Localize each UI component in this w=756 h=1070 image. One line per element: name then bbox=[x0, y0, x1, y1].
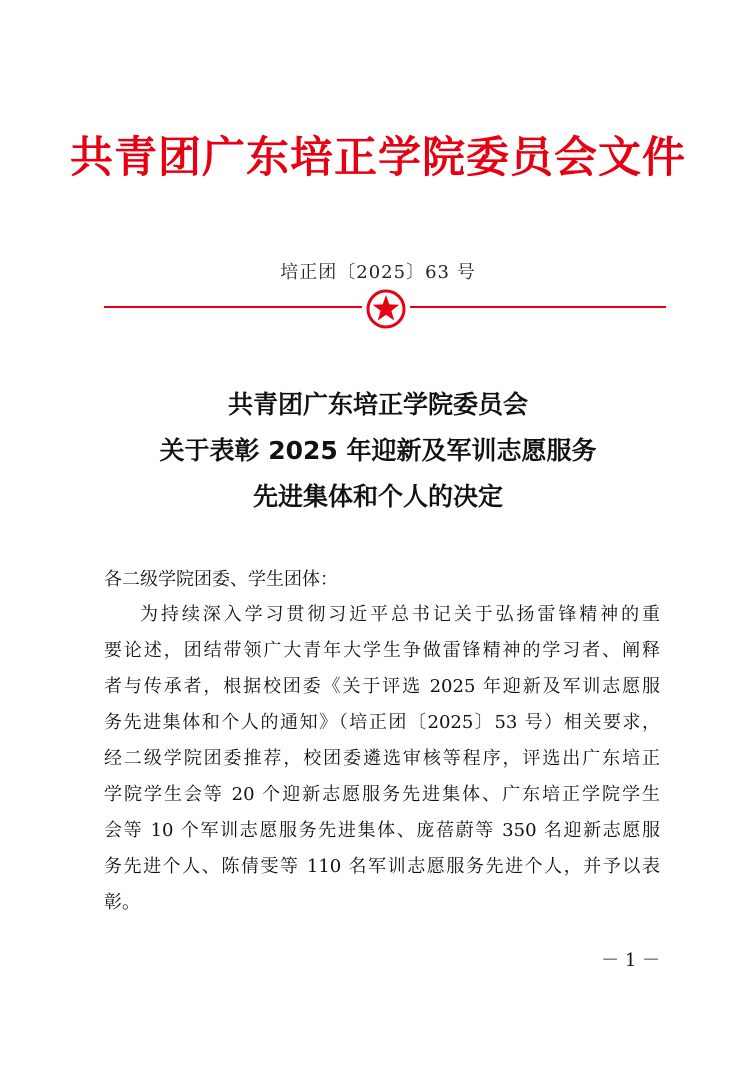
body-line: 会等 10 个军训志愿服务先进集体、庞蓓蔚等 350 名迎新志愿服 bbox=[104, 820, 660, 841]
body-line: 者与传承者，根据校团委《关于评选 2025 年迎新及军训志愿服 bbox=[104, 676, 660, 697]
red-divider-left bbox=[104, 306, 362, 308]
body-line: 务先进个人、陈倩雯等 110 名军训志愿服务先进个人，并予以表 bbox=[104, 856, 660, 877]
red-star-icon bbox=[362, 287, 410, 331]
document-number: 培正团〔2025〕63 号 bbox=[280, 262, 476, 283]
body-line: 要论述，团结带领广大青年大学生争做雷锋精神的学习者、阐释 bbox=[104, 640, 660, 661]
body-line: 经二级学院团委推荐，校团委遴选审核等程序，评选出广东培正 bbox=[104, 748, 660, 769]
document-title bbox=[40, 382, 716, 520]
page-number: － 1 － bbox=[601, 950, 660, 971]
salutation: 各二级学院团委、学生团体： bbox=[104, 569, 338, 590]
red-divider-right bbox=[410, 306, 666, 308]
body-line: 务先进集体和个人的通知》（培正团〔2025〕53 号）相关要求， bbox=[104, 712, 660, 733]
body-line: 学院学生会等 20 个迎新志愿服务先进集体、广东培正学院学生 bbox=[104, 784, 660, 805]
document-masthead: 共青团广东培正学院委员会文件 bbox=[70, 133, 686, 183]
title-line: 先进集体和个人的决定 bbox=[252, 482, 503, 511]
body-line: 彰。 bbox=[104, 892, 140, 913]
title-line: 关于表彰 2025 年迎新及军训志愿服务 bbox=[159, 436, 597, 465]
title-line: 共青团广东培正学院委员会 bbox=[227, 390, 528, 419]
body-line: 为持续深入学习贯彻习近平总书记关于弘扬雷锋精神的重 bbox=[140, 604, 660, 625]
